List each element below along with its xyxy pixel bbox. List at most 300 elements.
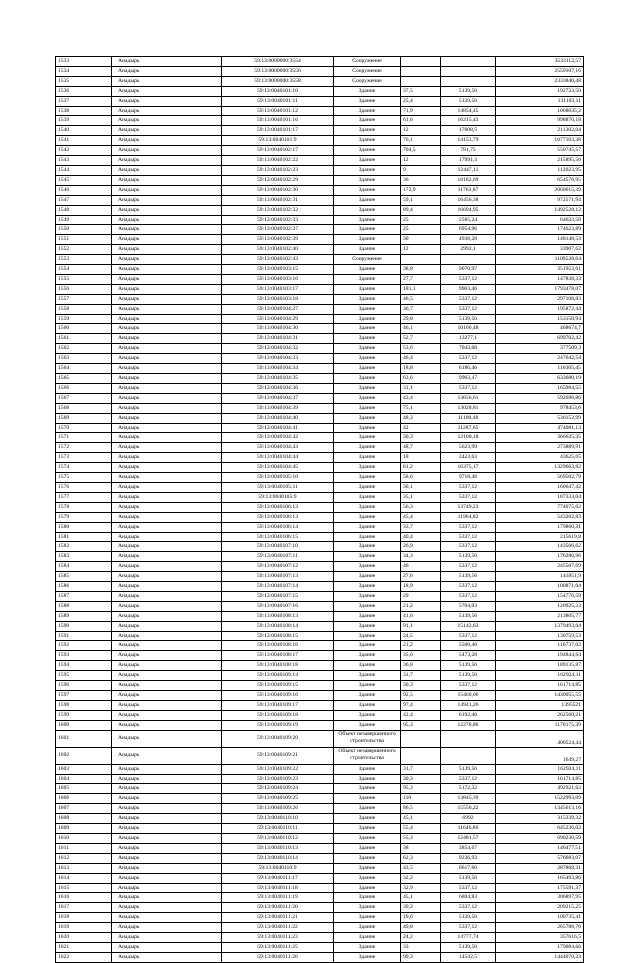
area-cell: 42,4 bbox=[401, 710, 441, 720]
table-row bbox=[56, 502, 584, 512]
row-number-cell: 1542 bbox=[56, 146, 112, 156]
cadastral-value-cell: 148148,53 bbox=[496, 235, 584, 245]
object-type-cell: Здание bbox=[334, 245, 401, 255]
cadastral-value-cell: 774075,62 bbox=[496, 502, 584, 512]
table-row bbox=[56, 354, 584, 364]
table-row bbox=[56, 562, 584, 572]
specific-value-cell: 5337,12 bbox=[441, 923, 496, 933]
table-row bbox=[56, 681, 584, 691]
locality-cell: Анадырь bbox=[112, 833, 222, 843]
specific-value-cell: 17991,3 bbox=[441, 156, 496, 166]
specific-value-cell: 10166,48 bbox=[441, 324, 496, 334]
table-row bbox=[56, 364, 584, 374]
row-number-cell: 1562 bbox=[56, 344, 112, 354]
cadastral-value-cell: 64633,58 bbox=[496, 215, 584, 225]
table-row bbox=[56, 126, 584, 136]
row-number-cell: 1551 bbox=[56, 235, 112, 245]
object-type-cell: Здание bbox=[334, 720, 401, 730]
row-number-cell: 1550 bbox=[56, 225, 112, 235]
cadastral-value-cell: 400524,44 bbox=[496, 730, 584, 747]
cadastral-number-cell: 59:13:0040111:23 bbox=[222, 933, 334, 943]
cadastral-number-cell: 59:13:0000000:3554 bbox=[222, 57, 334, 67]
object-type-cell: Здание bbox=[334, 933, 401, 943]
row-number-cell: 1539 bbox=[56, 116, 112, 126]
object-type-cell: Здание bbox=[334, 804, 401, 814]
specific-value-cell: 5139,56 bbox=[441, 611, 496, 621]
specific-value-cell: 6186,46 bbox=[441, 364, 496, 374]
object-type-cell: Здание bbox=[334, 542, 401, 552]
row-number-cell: 1540 bbox=[56, 126, 112, 136]
locality-cell: Анадырь bbox=[112, 631, 222, 641]
locality-cell: Анадырь bbox=[112, 853, 222, 863]
object-type-cell: Здание bbox=[334, 403, 401, 413]
locality-cell: Анадырь bbox=[112, 774, 222, 784]
specific-value-cell: 18182,69 bbox=[441, 175, 496, 185]
table-row bbox=[56, 443, 584, 453]
cadastral-value-cell: 1649,27 bbox=[496, 747, 584, 764]
specific-value-cell: 6992 bbox=[441, 814, 496, 824]
cadastral-value-cell: 315339,32 bbox=[496, 814, 584, 824]
area-cell: 30 bbox=[401, 235, 441, 245]
cadastral-number-cell: 59:13:0040107:15 bbox=[222, 591, 334, 601]
area-cell: 92,5 bbox=[401, 691, 441, 701]
object-type-cell: Здание bbox=[334, 552, 401, 562]
table-row bbox=[56, 106, 584, 116]
table-row bbox=[56, 374, 584, 384]
cadastral-value-cell: 998870,18 bbox=[496, 116, 584, 126]
locality-cell: Анадырь bbox=[112, 294, 222, 304]
cadastral-value-cell: 654576,95 bbox=[496, 175, 584, 185]
specific-value-cell: 12100,18 bbox=[441, 433, 496, 443]
cadastral-number-cell: 59:13:0040109:24 bbox=[222, 784, 334, 794]
specific-value-cell: 5506,46 bbox=[441, 641, 496, 651]
area-cell: 33 bbox=[401, 942, 441, 952]
row-number-cell: 1560 bbox=[56, 324, 112, 334]
cadastral-number-cell: 59:13:0040109:20 bbox=[222, 730, 334, 747]
area-cell: 43,4 bbox=[401, 393, 441, 403]
cadastral-number-cell: 59:13:0040106:13 bbox=[222, 502, 334, 512]
specific-value-cell: 5172,32 bbox=[441, 784, 496, 794]
cadastral-number-cell: 59:13:0040111:22 bbox=[222, 923, 334, 933]
cadastral-value-cell: 1444070,23 bbox=[496, 952, 584, 962]
table-row bbox=[56, 853, 584, 863]
specific-value-cell: 11100,48 bbox=[441, 413, 496, 423]
cadastral-number-cell: 59:13:0040109:25 bbox=[222, 794, 334, 804]
specific-value-cell: 11762,87 bbox=[441, 185, 496, 195]
area-cell: 61,6 bbox=[401, 116, 441, 126]
row-number-cell: 1619 bbox=[56, 923, 112, 933]
table-row bbox=[56, 245, 584, 255]
specific-value-cell: 16375,17 bbox=[441, 463, 496, 473]
cadastral-value-cell: 569502,79 bbox=[496, 473, 584, 483]
specific-value-cell: 9070,97 bbox=[441, 265, 496, 275]
cadastral-value-cell: 175591,37 bbox=[496, 883, 584, 893]
locality-cell: Анадырь bbox=[112, 383, 222, 393]
locality-cell: Анадырь bbox=[112, 794, 222, 804]
locality-cell: Анадырь bbox=[112, 393, 222, 403]
cadastral-value-cell: 576683,07 bbox=[496, 853, 584, 863]
area-cell: 55,3 bbox=[401, 833, 441, 843]
object-type-cell: Здание bbox=[334, 952, 401, 962]
cadastral-number-cell: 59:13:0040102:17 bbox=[222, 146, 334, 156]
area-cell: 32,2 bbox=[401, 873, 441, 883]
object-type-cell: Здание bbox=[334, 383, 401, 393]
cadastral-number-cell: 59:13:0040111:26 bbox=[222, 952, 334, 962]
specific-value-cell: 5337,12 bbox=[441, 482, 496, 492]
cadastral-number-cell: 59:13:0040102:37 bbox=[222, 225, 334, 235]
object-type-cell: Здание bbox=[334, 512, 401, 522]
cadastral-number-cell: 59:13:0040109:17 bbox=[222, 700, 334, 710]
row-number-cell: 1570 bbox=[56, 423, 112, 433]
locality-cell: Анадырь bbox=[112, 883, 222, 893]
object-type-cell: Здание bbox=[334, 413, 401, 423]
row-number-cell: 1618 bbox=[56, 913, 112, 923]
locality-cell: Анадырь bbox=[112, 364, 222, 374]
object-type-cell: Здание bbox=[334, 794, 401, 804]
cadastral-value-cell: 1395521 bbox=[496, 700, 584, 710]
area-cell: 46,4 bbox=[401, 354, 441, 364]
specific-value-cell: 16456,38 bbox=[441, 195, 496, 205]
cadastral-value-cell: 357616,5 bbox=[496, 933, 584, 943]
area-cell: 42 bbox=[401, 423, 441, 433]
locality-cell: Анадырь bbox=[112, 641, 222, 651]
row-number-cell: 1602 bbox=[56, 747, 112, 764]
table-row bbox=[56, 522, 584, 532]
row-number-cell: 1604 bbox=[56, 774, 112, 784]
object-type-cell: Здание bbox=[334, 96, 401, 106]
locality-cell: Анадырь bbox=[112, 344, 222, 354]
row-number-cell: 1575 bbox=[56, 473, 112, 483]
table-row bbox=[56, 671, 584, 681]
specific-value-cell: 16215,43 bbox=[441, 116, 496, 126]
row-number-cell: 1607 bbox=[56, 804, 112, 814]
area-cell: 58,6 bbox=[401, 473, 441, 483]
area-cell: 29,8 bbox=[401, 314, 441, 324]
object-type-cell: Сооружение bbox=[334, 255, 401, 265]
cadastral-number-cell: 59:13:0040108:14 bbox=[222, 621, 334, 631]
locality-cell: Анадырь bbox=[112, 661, 222, 671]
object-type-cell: Здание bbox=[334, 863, 401, 873]
object-type-cell: Здание bbox=[334, 903, 401, 913]
area-cell bbox=[401, 730, 441, 747]
locality-cell: Анадырь bbox=[112, 473, 222, 483]
object-type-cell: Сооружение bbox=[334, 57, 401, 67]
object-type-cell: Здание bbox=[334, 710, 401, 720]
object-type-cell: Сооружение bbox=[334, 76, 401, 86]
table-row bbox=[56, 883, 584, 893]
row-number-cell: 1615 bbox=[56, 883, 112, 893]
row-number-cell: 1567 bbox=[56, 393, 112, 403]
specific-value-cell: 5473,28 bbox=[441, 651, 496, 661]
area-cell: 18,8 bbox=[401, 364, 441, 374]
table-row bbox=[56, 893, 584, 903]
table-row bbox=[56, 923, 584, 933]
row-number-cell: 1553 bbox=[56, 255, 112, 265]
cadastral-value-cell: 116305,45 bbox=[496, 364, 584, 374]
cadastral-value-cell: 699702,42 bbox=[496, 334, 584, 344]
table-row bbox=[56, 205, 584, 215]
cadastral-value-cell: 192733,50 bbox=[496, 86, 584, 96]
object-type-cell: Здание bbox=[334, 195, 401, 205]
specific-value-cell: 5337,12 bbox=[441, 274, 496, 284]
area-cell: 95,3 bbox=[401, 720, 441, 730]
locality-cell: Анадырь bbox=[112, 804, 222, 814]
cadastral-number-cell: 59:13:0040109:18 bbox=[222, 710, 334, 720]
table-row bbox=[56, 185, 584, 195]
area-cell: 33,7 bbox=[401, 522, 441, 532]
cadastral-value-cell: 592696,86 bbox=[496, 393, 584, 403]
area-cell: 97,4 bbox=[401, 700, 441, 710]
table-row bbox=[56, 165, 584, 175]
row-number-cell: 1563 bbox=[56, 354, 112, 364]
area-cell: 56,3 bbox=[401, 502, 441, 512]
row-number-cell: 1534 bbox=[56, 66, 112, 76]
table-row bbox=[56, 691, 584, 701]
object-type-cell: Здание bbox=[334, 235, 401, 245]
locality-cell: Анадырь bbox=[112, 175, 222, 185]
area-cell: 95,3 bbox=[401, 784, 441, 794]
row-number-cell: 1559 bbox=[56, 314, 112, 324]
specific-value-cell: 5139,56 bbox=[441, 96, 496, 106]
locality-cell: Анадырь bbox=[112, 374, 222, 384]
locality-cell: Анадырь bbox=[112, 542, 222, 552]
specific-value-cell: 5139,56 bbox=[441, 942, 496, 952]
row-number-cell: 1596 bbox=[56, 681, 112, 691]
table-row bbox=[56, 720, 584, 730]
table-row bbox=[56, 661, 584, 671]
object-type-cell: Здание bbox=[334, 774, 401, 784]
row-number-cell: 1616 bbox=[56, 893, 112, 903]
specific-value-cell: 15142,63 bbox=[441, 621, 496, 631]
row-number-cell: 1578 bbox=[56, 502, 112, 512]
locality-cell: Анадырь bbox=[112, 764, 222, 774]
area-cell: 46,1 bbox=[401, 324, 441, 334]
table-row bbox=[56, 774, 584, 784]
locality-cell: Анадырь bbox=[112, 747, 222, 764]
object-type-cell: Здание bbox=[334, 591, 401, 601]
row-number-cell: 1614 bbox=[56, 873, 112, 883]
area-cell bbox=[401, 747, 441, 764]
cadastral-value-cell: 377509,3 bbox=[496, 344, 584, 354]
locality-cell: Анадырь bbox=[112, 591, 222, 601]
cadastral-number-cell: 59:13:0040104:34 bbox=[222, 364, 334, 374]
object-type-cell: Здание bbox=[334, 621, 401, 631]
row-number-cell: 1605 bbox=[56, 784, 112, 794]
row-number-cell: 1600 bbox=[56, 720, 112, 730]
cadastral-value-cell: 189135,87 bbox=[496, 661, 584, 671]
cadastral-number-cell: 59:13:0040102:29 bbox=[222, 175, 334, 185]
locality-cell: Анадырь bbox=[112, 156, 222, 166]
table-row bbox=[56, 274, 584, 284]
locality-cell: Анадырь bbox=[112, 522, 222, 532]
table-row bbox=[56, 265, 584, 275]
locality-cell: Анадырь bbox=[112, 552, 222, 562]
object-type-cell: Здание bbox=[334, 463, 401, 473]
locality-cell: Анадырь bbox=[112, 116, 222, 126]
cadastral-number-cell: 59:13:0040101:9 bbox=[222, 136, 334, 146]
row-number-cell: 1561 bbox=[56, 334, 112, 344]
area-cell: 35,1 bbox=[401, 492, 441, 502]
area-cell: 91,1 bbox=[401, 621, 441, 631]
area-cell bbox=[401, 57, 441, 67]
object-type-cell: Здание bbox=[334, 443, 401, 453]
area-cell: 48,3 bbox=[401, 413, 441, 423]
area-cell: 181,1 bbox=[401, 284, 441, 294]
specific-value-cell: 5139,56 bbox=[441, 552, 496, 562]
specific-value-cell: 17608,5 bbox=[441, 126, 496, 136]
specific-value-cell: 6192,46 bbox=[441, 710, 496, 720]
table-body bbox=[56, 57, 584, 963]
cadastral-number-cell: 59:13:0040102:32 bbox=[222, 205, 334, 215]
locality-cell: Анадырь bbox=[112, 314, 222, 324]
cadastral-number-cell: 59:13:0040107:16 bbox=[222, 601, 334, 611]
table-row bbox=[56, 96, 584, 106]
object-type-cell: Здание bbox=[334, 492, 401, 502]
locality-cell: Анадырь bbox=[112, 215, 222, 225]
locality-cell: Анадырь bbox=[112, 146, 222, 156]
locality-cell: Анадырь bbox=[112, 824, 222, 834]
area-cell: 30,3 bbox=[401, 681, 441, 691]
table-row bbox=[56, 215, 584, 225]
locality-cell: Анадырь bbox=[112, 265, 222, 275]
object-type-cell: Здание bbox=[334, 843, 401, 853]
row-number-cell: 1597 bbox=[56, 691, 112, 701]
cadastral-value-cell: 143566,62 bbox=[496, 542, 584, 552]
table-row bbox=[56, 235, 584, 245]
cadastral-number-cell: 59:13:0040101:10 bbox=[222, 86, 334, 96]
cadastral-number-cell: 59:13:0040102:43 bbox=[222, 255, 334, 265]
table-row bbox=[56, 542, 584, 552]
table-row bbox=[56, 873, 584, 883]
table-row bbox=[56, 824, 584, 834]
specific-value-cell: 5139,56 bbox=[441, 661, 496, 671]
specific-value-cell: 12481,57 bbox=[441, 833, 496, 843]
object-type-cell: Здание bbox=[334, 274, 401, 284]
cadastral-value-cell: 112023,95 bbox=[496, 165, 584, 175]
cadastral-number-cell: 59:13:0040105:11 bbox=[222, 482, 334, 492]
cadastral-number-cell: 59:13:0040109:16 bbox=[222, 691, 334, 701]
row-number-cell: 1568 bbox=[56, 403, 112, 413]
cadastral-number-cell: 59:13:0040111:17 bbox=[222, 873, 334, 883]
table-row bbox=[56, 334, 584, 344]
cadastral-number-cell: 59:13:0040103:17 bbox=[222, 284, 334, 294]
cadastral-value-cell: 213805,77 bbox=[496, 611, 584, 621]
specific-value-cell: 15460,06 bbox=[441, 691, 496, 701]
cadastral-number-cell: 59:13:0040101:16 bbox=[222, 116, 334, 126]
specific-value-cell: 5337,12 bbox=[441, 542, 496, 552]
cadastral-value-cell: 161714,85 bbox=[496, 681, 584, 691]
cadastral-number-cell: 59:13:0040102:30 bbox=[222, 185, 334, 195]
locality-cell: Анадырь bbox=[112, 443, 222, 453]
table-row bbox=[56, 903, 584, 913]
cadastral-value-cell: 215895,56 bbox=[496, 156, 584, 166]
cadastral-number-cell: 59:13:0040104:36 bbox=[222, 383, 334, 393]
cadastral-number-cell: 59:13:0040101:17 bbox=[222, 126, 334, 136]
row-number-cell: 1598 bbox=[56, 700, 112, 710]
object-type-cell: Здание bbox=[334, 205, 401, 215]
specific-value-cell: 6804,83 bbox=[441, 893, 496, 903]
row-number-cell: 1541 bbox=[56, 136, 112, 146]
area-cell: 71,9 bbox=[401, 106, 441, 116]
table-row bbox=[56, 284, 584, 294]
cadastral-value-cell: 543202,83 bbox=[496, 512, 584, 522]
row-number-cell: 1566 bbox=[56, 383, 112, 393]
object-type-cell: Здание bbox=[334, 314, 401, 324]
specific-value-cell: 5337,12 bbox=[441, 354, 496, 364]
table-row bbox=[56, 413, 584, 423]
area-cell: 38,8 bbox=[401, 265, 441, 275]
cadastral-value-cell: 162924,11 bbox=[496, 764, 584, 774]
object-type-cell: Здание bbox=[334, 453, 401, 463]
area-cell: 39,2 bbox=[401, 903, 441, 913]
table-row bbox=[56, 814, 584, 824]
row-number-cell: 1577 bbox=[56, 492, 112, 502]
cadastral-value-cell: 536152,99 bbox=[496, 413, 584, 423]
specific-value-cell: 14777,74 bbox=[441, 933, 496, 943]
cadastral-number-cell: 59:13:0040104:41 bbox=[222, 423, 334, 433]
locality-cell: Анадырь bbox=[112, 814, 222, 824]
specific-value-cell bbox=[441, 57, 496, 67]
cadastral-value-cell: 690230,59 bbox=[496, 833, 584, 843]
locality-cell: Анадырь bbox=[112, 165, 222, 175]
area-cell: 29 bbox=[401, 591, 441, 601]
cadastral-number-cell: 59:13:0040104:27 bbox=[222, 304, 334, 314]
area-cell: 21,2 bbox=[401, 641, 441, 651]
cadastral-value-cell: 131103,11 bbox=[496, 96, 584, 106]
area-cell: 45,1 bbox=[401, 893, 441, 903]
cadastral-number-cell: 59:13:0040110:10 bbox=[222, 814, 334, 824]
locality-cell: Анадырь bbox=[112, 324, 222, 334]
locality-cell: Анадырь bbox=[112, 304, 222, 314]
area-cell: 36,8 bbox=[401, 661, 441, 671]
table-row bbox=[56, 794, 584, 804]
row-number-cell: 1583 bbox=[56, 552, 112, 562]
locality-cell: Анадырь bbox=[112, 274, 222, 284]
cadastral-number-cell: 59:13:0040109:14 bbox=[222, 671, 334, 681]
area-cell: 31,7 bbox=[401, 671, 441, 681]
locality-cell: Анадырь bbox=[112, 913, 222, 923]
cadastral-number-cell: 59:13:0040101:12 bbox=[222, 106, 334, 116]
cadastral-value-cell: 366635,35 bbox=[496, 433, 584, 443]
specific-value-cell: 5337,12 bbox=[441, 562, 496, 572]
cadastral-number-cell: 59:13:0040102:40 bbox=[222, 245, 334, 255]
locality-cell: Анадырь bbox=[112, 433, 222, 443]
cadastral-value-cell: 154776,59 bbox=[496, 591, 584, 601]
area-cell: 30,3 bbox=[401, 774, 441, 784]
area-cell: 75,1 bbox=[401, 403, 441, 413]
specific-value-cell: 12447,11 bbox=[441, 165, 496, 175]
cadastral-value-cell: 162924,11 bbox=[496, 671, 584, 681]
cadastral-value-cell: 209215,25 bbox=[496, 903, 584, 913]
object-type-cell: Здание bbox=[334, 146, 401, 156]
locality-cell: Анадырь bbox=[112, 710, 222, 720]
cadastral-number-cell: 59:13:0040109:23 bbox=[222, 774, 334, 784]
table-row bbox=[56, 453, 584, 463]
cadastral-number-cell: 59:13:0040104:30 bbox=[222, 324, 334, 334]
cadastral-value-cell: 165493,86 bbox=[496, 873, 584, 883]
row-number-cell: 1584 bbox=[56, 562, 112, 572]
cadastral-number-cell: 59:13:0040107:11 bbox=[222, 552, 334, 562]
specific-value-cell: 5337,12 bbox=[441, 294, 496, 304]
object-type-cell: Здание bbox=[334, 611, 401, 621]
object-type-cell: Здание bbox=[334, 691, 401, 701]
locality-cell: Анадырь bbox=[112, 942, 222, 952]
specific-value-cell bbox=[441, 255, 496, 265]
object-type-cell: Здание bbox=[334, 294, 401, 304]
locality-cell: Анадырь bbox=[112, 86, 222, 96]
object-type-cell: Сооружение bbox=[334, 66, 401, 76]
locality-cell: Анадырь bbox=[112, 463, 222, 473]
